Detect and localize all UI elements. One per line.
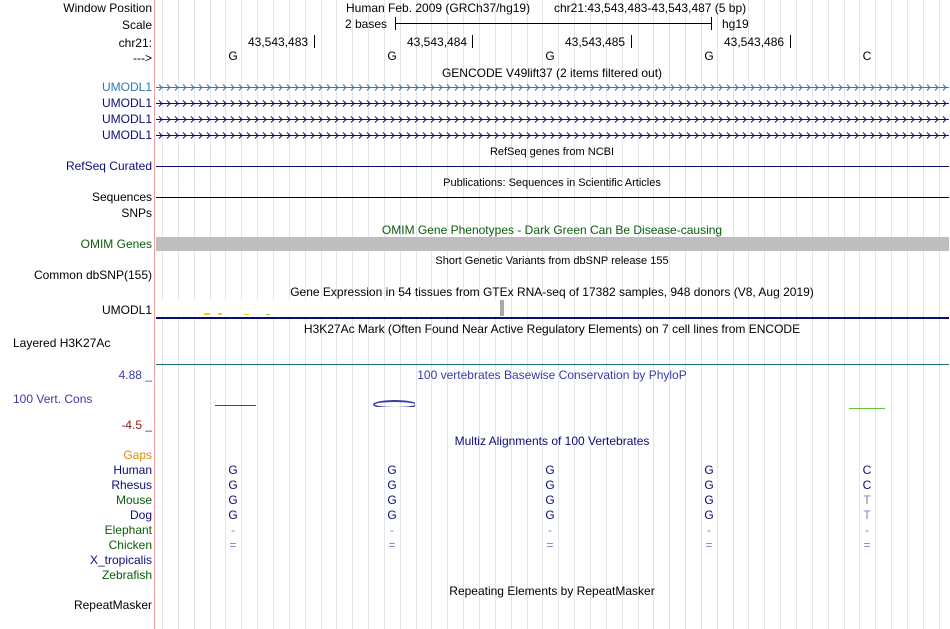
multiz-aligned-base: = [388, 538, 396, 552]
base-grid-line [558, 0, 559, 629]
multiz-species-label[interactable]: Human [113, 463, 152, 477]
multiz-aligned-base: G [545, 493, 555, 507]
multiz-aligned-base: - [231, 523, 235, 537]
gencode-item-label[interactable]: UMODL1 [101, 80, 152, 94]
base-grid-line [527, 0, 528, 629]
base-grid-line [891, 0, 892, 629]
ruler-tick [790, 35, 791, 48]
scale-bar-text: 2 bases [345, 17, 388, 31]
multiz-aligned-base: - [865, 523, 869, 537]
base-grid-line [717, 0, 718, 629]
gtex-track-title: Gene Expression in 54 tissues from GTEx RNA-seq of 17382 samples, 948 donors (V8, Aug 2019) [290, 285, 814, 299]
base-grid-line [764, 0, 765, 629]
multiz-aligned-base: G [545, 463, 555, 477]
scale-db-label: hg19 [722, 17, 749, 31]
ref-base: C [862, 49, 872, 63]
multiz-aligned-base: = [546, 538, 554, 552]
h3k27ac-track-title: H3K27Ac Mark (Often Found Near Active Regulatory Elements) on 7 cell lines from ENCODE [303, 322, 801, 336]
ruler-tick [631, 35, 632, 48]
multiz-aligned-base: G [704, 493, 714, 507]
base-grid-line [844, 0, 845, 629]
multiz-aligned-base: G [704, 478, 714, 492]
ruler-label: 43,543,483 [248, 35, 309, 49]
base-grid-line [669, 0, 670, 629]
base-grid-line [622, 0, 623, 629]
refseq-track-label[interactable]: RefSeq Curated [65, 159, 152, 173]
base-grid-line [875, 0, 876, 629]
h3k27ac-track-label[interactable]: Layered H3K27Ac [13, 336, 111, 350]
position-readout: chr21:43,543,483-43,543,487 (5 bp) [554, 1, 747, 15]
multiz-aligned-base: G [228, 493, 238, 507]
multiz-aligned-base: - [707, 523, 711, 537]
omim-track-title: OMIM Gene Phenotypes - Dark Green Can Be Disease-causing [381, 223, 723, 237]
label-track-divider [154, 0, 155, 629]
phylop-signal [215, 405, 256, 406]
multiz-aligned-base: - [548, 523, 552, 537]
dbsnp-track-label[interactable]: Common dbSNP(155) [33, 268, 152, 282]
scale-bar [395, 23, 711, 24]
base-grid-line [685, 0, 686, 629]
phylop-track-label[interactable]: 100 Vert. Cons [13, 392, 93, 406]
publications-line[interactable] [156, 197, 949, 198]
phylop-track-title: 100 vertebrates Basewise Conservation by PhyloP [417, 368, 687, 382]
multiz-aligned-base: G [387, 478, 397, 492]
publications-track-label[interactable]: Sequences [91, 190, 152, 204]
omim-gene-bar[interactable] [156, 237, 949, 251]
window-position-label: Window Position [63, 1, 152, 15]
multiz-aligned-base: G [387, 508, 397, 522]
base-grid-line [780, 0, 781, 629]
base-grid-line [653, 0, 654, 629]
ruler-label: 43,543,485 [565, 35, 626, 49]
gencode-item-label[interactable]: UMODL1 [101, 112, 152, 126]
dbsnp-track-title: Short Genetic Variants from dbSNP release 155 [435, 255, 669, 267]
refseq-gene-line[interactable] [156, 166, 949, 167]
multiz-species-label[interactable]: Chicken [108, 538, 152, 552]
base-grid-line [590, 0, 591, 629]
base-grid-line [923, 0, 924, 629]
ref-base: G [545, 49, 555, 63]
gene-model-transcript[interactable] [156, 83, 949, 92]
refseq-track-title: RefSeq genes from NCBI [489, 146, 615, 158]
scale-bar-right-tick [711, 17, 712, 30]
multiz-aligned-base: = [705, 538, 713, 552]
multiz-species-label[interactable]: X_tropicalis [89, 553, 152, 567]
multiz-aligned-base: G [228, 478, 238, 492]
multiz-aligned-base: = [229, 538, 237, 552]
multiz-species-label[interactable]: Mouse [115, 493, 152, 507]
multiz-species-label[interactable]: Elephant [104, 523, 152, 537]
repeatmasker-track-title: Repeating Elements by RepeatMasker [449, 584, 655, 598]
gencode-item-label[interactable]: UMODL1 [101, 128, 152, 142]
multiz-species-label[interactable]: Zebrafish [101, 568, 152, 582]
base-grid-line [828, 0, 829, 629]
gtex-plot-area[interactable] [156, 300, 500, 316]
gtex-tissue-bar [204, 313, 210, 315]
base-grid-line [748, 0, 749, 629]
multiz-aligned-base: G [545, 478, 555, 492]
base-grid-line [812, 0, 813, 629]
base-grid-line [733, 0, 734, 629]
gtex-tissue-bar [218, 313, 222, 315]
multiz-aligned-base: - [390, 523, 394, 537]
base-grid-line [796, 0, 797, 629]
multiz-species-label[interactable]: Dog [129, 508, 152, 522]
gtex-gene-end-marker [500, 300, 504, 316]
gene-model-transcript[interactable] [156, 115, 949, 124]
gene-model-transcript[interactable] [156, 131, 949, 140]
base-grid-line [606, 0, 607, 629]
ruler-tick [472, 35, 473, 48]
multiz-aligned-base: C [862, 463, 872, 477]
h3k27ac-baseline [156, 364, 949, 365]
snps-track-label[interactable]: SNPs [121, 206, 152, 220]
multiz-aligned-base: T [863, 493, 871, 507]
multiz-aligned-base: C [862, 478, 872, 492]
chrom-label: chr21: [118, 36, 152, 50]
multiz-aligned-base: G [704, 508, 714, 522]
multiz-species-label[interactable]: Rhesus [111, 478, 152, 492]
multiz-track-title: Multiz Alignments of 100 Vertebrates [454, 434, 650, 448]
ref-base: G [387, 49, 397, 63]
scale-label: Scale [121, 18, 152, 32]
gencode-track-title: GENCODE V49lift37 (2 items filtered out) [441, 66, 663, 80]
multiz-aligned-base: G [228, 508, 238, 522]
omim-track-label[interactable]: OMIM Genes [80, 237, 152, 251]
gene-model-transcript[interactable] [156, 99, 949, 108]
base-grid-line [907, 0, 908, 629]
phylop-min-label: -4.5 _ [121, 418, 152, 432]
base-grid-line [939, 0, 940, 629]
multiz-gaps-label: Gaps [123, 448, 152, 462]
publications-track-title: Publications: Sequences in Scientific Articles [443, 177, 661, 189]
ruler-tick [314, 35, 315, 48]
multiz-aligned-base: G [545, 508, 555, 522]
phylop-signal [849, 408, 885, 409]
gtex-tissue-bar [266, 314, 270, 315]
multiz-aligned-base: T [863, 508, 871, 522]
gtex-track-label[interactable]: UMODL1 [101, 303, 152, 317]
ref-base: G [228, 49, 238, 63]
base-grid-line [574, 0, 575, 629]
base-grid-line [511, 0, 512, 629]
multiz-aligned-base: G [387, 493, 397, 507]
phylop-max-label: 4.88 _ [118, 368, 152, 382]
ruler-label: 43,543,486 [724, 35, 785, 49]
gtex-gene-line[interactable] [156, 317, 949, 319]
multiz-aligned-base: G [228, 463, 238, 477]
multiz-aligned-base: G [704, 463, 714, 477]
assembly-title: Human Feb. 2009 (GRCh37/hg19) [346, 1, 531, 15]
repeatmasker-track-label[interactable]: RepeatMasker [73, 598, 152, 612]
base-grid-line [638, 0, 639, 629]
ruler-label: 43,543,484 [407, 35, 468, 49]
multiz-aligned-base: = [863, 538, 871, 552]
gtex-tissue-bar [244, 314, 249, 315]
phylop-signal [373, 400, 415, 407]
gencode-item-label[interactable]: UMODL1 [101, 96, 152, 110]
ref-base: G [704, 49, 714, 63]
multiz-aligned-base: G [387, 463, 397, 477]
strand-label: ---> [133, 51, 152, 65]
